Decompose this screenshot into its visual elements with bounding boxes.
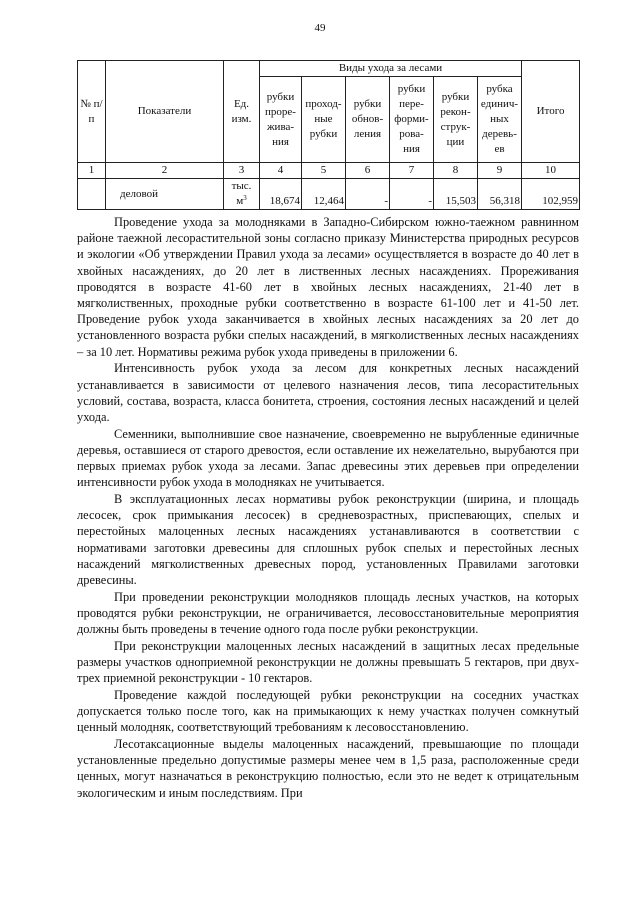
- table-row: [78, 179, 580, 210]
- value-renewal: -: [346, 179, 390, 210]
- paragraph: В эксплуатационных лесах нормативы рубок реконструкции (ширина, и площадь лесосек, срок примыкания лесосек) в средневозрастных, приспевающих, спелых и перестойных малоценных лесных насаждениях устанавливаются в соответствии с нормативами заготовки древесины для сплошных рубок спелых и перестойных лесных насаждений мягколиственных древесных пород, установленных Правилами заготовки древесины.: [77, 491, 579, 587]
- index-cell: 3: [224, 163, 260, 179]
- header-num: № п/п: [78, 61, 106, 163]
- value-total: 102,959: [522, 179, 580, 210]
- header-indicator: Показатели: [106, 61, 224, 163]
- index-cell: 4: [260, 163, 302, 179]
- row-num: [78, 179, 106, 210]
- paragraph: Интенсивность рубок ухода за лесом для конкретных лесных насаждений устанавливается в зависимости от целевого назначения лесов, типа лесорастительных условий, состава, возраста, класса бонитета, строения, состояния лесных насаждений и целей ухода.: [77, 361, 579, 424]
- body-text: [77, 214, 579, 801]
- index-cell: 2: [106, 163, 224, 179]
- index-cell: 9: [478, 163, 522, 179]
- header-type-thinning: рубки проре- жива- ния: [260, 77, 302, 163]
- header-care-types: Виды ухода за лесами: [260, 61, 522, 77]
- row-indicator: деловой: [106, 179, 224, 210]
- paragraph: При проведении реконструкции молодняков площадь лесных участков, на которых проводятся рубки реконструкции, не ограничивается, лесовосстановительные мероприятия должны быть проведены в течение одного года после рубки реконструкции.: [77, 589, 579, 637]
- paragraph: Семенники, выполнившие свое назначение, своевременно не вырубленные единичные деревья, оставшиеся от старого древостоя, если оставление их нежелательно, вырубаются при первых приемах рубок ухода за лесами. Запас древесины этих деревьев при определении интенсивности рубок ухода в молодняках не учитывается.: [77, 426, 579, 490]
- index-cell: 10: [522, 163, 580, 179]
- header-type-reconstruction: рубки рекон- струк- ции: [434, 77, 478, 163]
- forest-care-table: [77, 60, 580, 210]
- table-index-row: [78, 163, 580, 179]
- value-thinning: 18,674: [260, 179, 302, 210]
- value-passing: 12,464: [302, 179, 346, 210]
- header-total: Итого: [522, 61, 580, 163]
- value-single-trees: 56,318: [478, 179, 522, 210]
- header-type-passing: проход- ные рубки: [302, 77, 346, 163]
- index-cell: 1: [78, 163, 106, 179]
- header-type-reformation: рубки пере- форми- рова- ния: [390, 77, 434, 163]
- header-type-single-trees: рубка единич- ных деревь- ев: [478, 77, 522, 163]
- paragraph: Лесотаксационные выделы малоценных насаждений, превышающие по площади установленные предельно допустимые размеры менее чем в 1,5 раза, расположенные среди ценных, могут назначаться в реконструкцию полностью, если это не ведет к отрицательным экологическим и иным последствиям. При: [77, 737, 579, 800]
- table-header-group-row: [78, 61, 580, 77]
- value-reconstruction: 15,503: [434, 179, 478, 210]
- index-cell: 5: [302, 163, 346, 179]
- paragraph: При реконструкции малоценных лесных насаждений в защитных лесах предельные размеры участков одноприемной реконструкции не должны превышать 5 гектаров, при двух-трех приемной реконструкции - 10 гектаров.: [77, 638, 579, 686]
- paragraph: Проведение ухода за молодняками в Западно-Сибирском южно-таежном равнинном районе таежной лесорастительной зоны согласно приказу Министерства природных ресурсов и экологии «Об утверждении Правил ухода за лесами» осуществляется в возрасте до 40 лет в хвойных насаждениях, до 20 лет в лиственных лесных насаждениях. Прореживания проводятся в возрасте 41-60 лет в хвойных лесных насаждениях, 21-40 лет в мягколиственных, проходные рубки соответственно в возрасте 61-100 лет и 41-50 лет. Проведение рубок ухода заканчивается в хвойных лесных насаждениях за 20 лет до установленного возраста рубки спелых насаждений, в мягколиственных лесных насаждениях – за 10 лет. Нормативы режима рубок ухода приведены в приложении 6.: [77, 215, 579, 359]
- header-unit: Ед. изм.: [224, 61, 260, 163]
- header-type-renewal: рубки обнов- ления: [346, 77, 390, 163]
- paragraph: Проведение каждой последующей рубки реконструкции на соседних участках допускается только после того, как на примыкающих к нему участках получен сомкнутый ценный молодняк, соответствующий требованиям к лесовосстановлению.: [77, 687, 579, 735]
- index-cell: 8: [434, 163, 478, 179]
- page-number: 49: [314, 22, 326, 34]
- index-cell: 7: [390, 163, 434, 179]
- row-unit: тыс. $м^3$: [224, 179, 260, 210]
- index-cell: 6: [346, 163, 390, 179]
- value-reformation: -: [390, 179, 434, 210]
